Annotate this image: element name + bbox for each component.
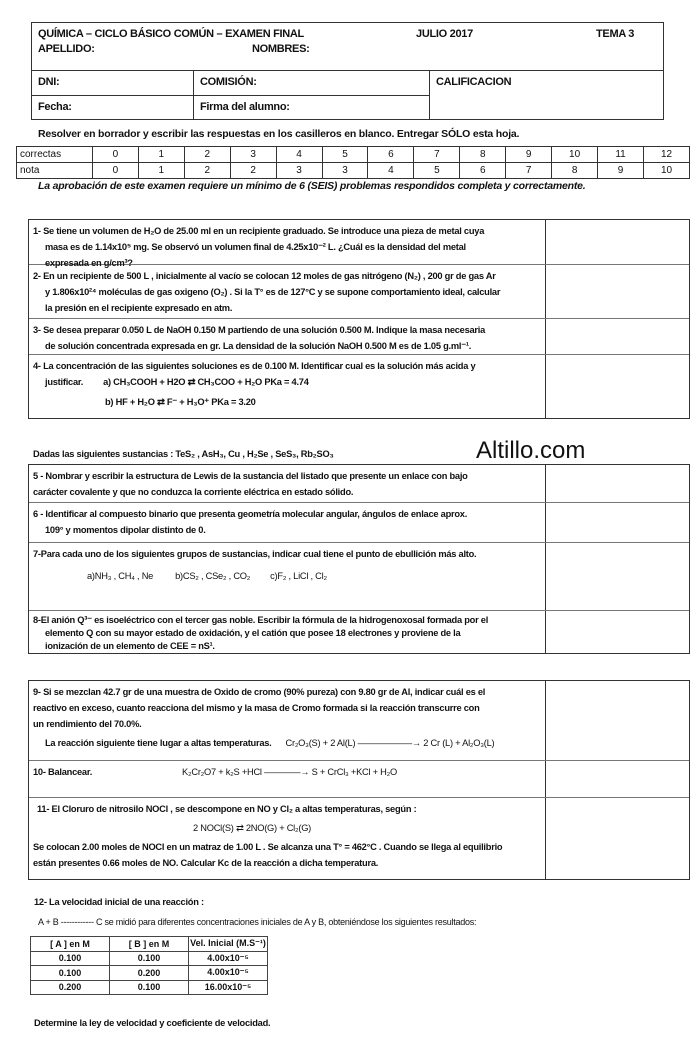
q-text: la presión en el recipiente expresado en atm. <box>45 303 233 313</box>
answer-box[interactable] <box>545 681 689 760</box>
score-cell: 10 <box>552 147 598 163</box>
score-cell: 1 <box>138 147 184 163</box>
q-text: 11- El Cloruro de nitrosilo NOCl , se descompone en NO y Cl₂ a altas temperaturas, según : <box>37 804 417 814</box>
q-text: ionización de un elemento de CEE = nS¹. <box>45 641 215 651</box>
q-text: de solución concentrada expresada en gr. La densidad de la solución NaOH 0.500 M es de 1.05 g.ml⁻¹. <box>45 341 472 351</box>
score-cell: 0 <box>92 147 138 163</box>
q-text: un rendimiento del 70.0%. <box>33 719 142 729</box>
table-row <box>31 951 268 966</box>
answer-box[interactable] <box>545 319 689 354</box>
exam-header <box>31 22 664 120</box>
q-text: y 1.806x10²⁴ moléculas de gas oxigeno (O₂) . Si la T° es de 127°C y se supone comportamiento ideal, calcular <box>45 287 501 297</box>
answer-box[interactable] <box>545 265 689 318</box>
score-cell: 3 <box>230 147 276 163</box>
exam-date: JULIO 2017 <box>416 28 473 40</box>
question-7 <box>29 543 689 611</box>
q12-instruction: Determine la ley de velocidad y coeficiente de velocidad. <box>34 1018 271 1028</box>
q-text: 9- Si se mezclan 42.7 gr de una muestra de Oxido de cromo (90% pureza) con 9.80 gr de Al, indicar cuál es el <box>33 687 486 697</box>
score-cell: 1 <box>138 163 184 179</box>
question-8 <box>29 611 689 653</box>
answer-box[interactable] <box>545 220 689 264</box>
nombres-label: NOMBRES: <box>252 43 310 55</box>
instructions: Resolver en borrador y escribir las respuestas en los casilleros en blanco. Entregar SÓLO esta hoja. <box>38 128 520 140</box>
q-text: 6 - Identificar al compuesto binario que presenta geometría molecular angular, ángulos de enlace aprox. <box>33 509 468 519</box>
column-header: [ A ] en M <box>31 937 110 952</box>
score-cell: 8 <box>552 163 598 179</box>
equation-b: b) HF + H₂O ⇄ F⁻ + H₃O⁺ PKa = 3.20 <box>105 397 256 407</box>
cell: 0.100 <box>110 980 189 995</box>
score-cell: 6 <box>460 163 506 179</box>
question-2 <box>29 265 689 319</box>
q-text: 10- Balancear. <box>33 767 93 777</box>
cell: 0.100 <box>110 951 189 966</box>
answer-box[interactable] <box>545 355 689 418</box>
equation: 2 NOCl(S) ⇄ 2NO(G) + Cl₂(G) <box>193 823 312 833</box>
question-11 <box>29 798 689 879</box>
q12-reaction: A + B ------------ C se midió para diferentes concentraciones iniciales de A y B, obteniéndose los siguientes resultados: <box>38 917 477 927</box>
question-1 <box>29 220 689 268</box>
rate-table <box>30 936 268 995</box>
column-header: Vel. Inicial (M.S⁻¹) <box>189 937 268 952</box>
q-text: 109° y momentos dipolar distinto de 0. <box>45 525 206 535</box>
cell: 0.100 <box>31 966 110 981</box>
questions-block-1 <box>28 219 690 419</box>
option-a: a)NH₃ , CH₄ , Ne <box>87 571 154 581</box>
score-cell: 9 <box>598 163 644 179</box>
row-label: nota <box>17 163 93 179</box>
column-header: [ B ] en M <box>110 937 189 952</box>
divider <box>32 95 429 96</box>
substances-intro: Dadas las siguientes sustancias : TeS₂ , AsH₃, Cu , H₂Se , SeS₃, Rb₂SO₃ <box>33 449 334 459</box>
q-text: 1- Se tiene un volumen de H₂O de 25.00 ml en un recipiente graduado. Se introduce una pieza de metal cuya <box>33 226 485 236</box>
table-header-row <box>31 937 268 952</box>
fecha-field[interactable]: Fecha: <box>38 101 72 113</box>
cell: 4.00x10⁻⁵ <box>189 966 268 981</box>
row-label: correctas <box>17 147 93 163</box>
score-cell: 11 <box>598 147 644 163</box>
question-3 <box>29 319 689 355</box>
table-row <box>31 980 268 995</box>
q-text: 2- En un recipiente de 500 L , inicialmente al vacío se colocan 12 moles de gas nitrógeno (N₂) , 200 gr de gas Ar <box>33 271 496 281</box>
answer-box[interactable] <box>545 798 689 879</box>
cell: 16.00x10⁻⁵ <box>189 980 268 995</box>
answer-box[interactable] <box>545 611 689 653</box>
score-cell: 7 <box>414 147 460 163</box>
equation: Cr₂O₃(S) + 2 Al(L) ——————→ 2 Cr (L) + Al₂O₃(L) <box>285 738 495 748</box>
q-text: justificar. <box>45 377 84 387</box>
score-cell: 5 <box>414 163 460 179</box>
score-table <box>16 146 690 179</box>
score-cell: 2 <box>230 163 276 179</box>
q-text: 7-Para cada uno de los siguientes grupos de sustancias, indicar cual tiene el punto de ebullición más alto. <box>33 549 477 559</box>
exam-title: QUÍMICA – CICLO BÁSICO COMÚN – EXAMEN FINAL <box>38 28 304 40</box>
dni-field[interactable]: DNI: <box>38 76 60 88</box>
score-cell: 6 <box>368 147 414 163</box>
equation: K₂Cr₂O7 + k₂S +HCl ————→ S + CrCl₃ +KCl + H₂O <box>182 767 397 777</box>
question-6 <box>29 503 689 543</box>
question-12: 12- La velocidad inicial de una reacción : <box>34 897 204 907</box>
q-text: 8-El anión Q³⁻ es isoeléctrico con el tercer gas noble. Escribir la fórmula de la hidrogenoxosal formada por el <box>33 615 489 625</box>
answer-box[interactable] <box>545 761 689 797</box>
question-9 <box>29 681 689 761</box>
q-text: 4- La concentración de las siguientes soluciones es de 0.100 M. Identificar cual es la solución más acida y <box>33 361 476 371</box>
q-text: elemento Q con su mayor estado de oxidación, y el catión que posee 18 electrones y proviene de la <box>45 628 461 638</box>
answer-box[interactable] <box>545 503 689 542</box>
firma-field[interactable]: Firma del alumno: <box>200 101 290 113</box>
score-cell: 4 <box>368 163 414 179</box>
q-text: masa es de 1.14x10⁵ mg. Se observó un volumen final de 4.25x10⁻² L. ¿Cuál es la densidad del metal <box>45 242 466 252</box>
cell: 0.200 <box>31 980 110 995</box>
cell: 4.00x10⁻⁵ <box>189 951 268 966</box>
answer-box[interactable] <box>545 543 689 610</box>
exam-tema: TEMA 3 <box>596 28 635 40</box>
calificacion-field: CALIFICACION <box>436 76 512 88</box>
apellido-label: APELLIDO: <box>38 43 95 55</box>
watermark: Altillo.com <box>476 437 586 464</box>
option-b: b)CS₂ , CSe₂ , CO₂ <box>175 571 251 581</box>
question-5 <box>29 465 689 503</box>
answer-box[interactable] <box>545 465 689 502</box>
score-cell: 2 <box>184 163 230 179</box>
q-text: reactivo en exceso, cuanto reacciona del mismo y la masa de Cromo formada si la reacción transcurre con <box>33 703 480 713</box>
approval-note: La aprobación de este examen requiere un mínimo de 6 (SEIS) problemas respondidos completa y correctamente. <box>38 180 586 192</box>
q-text: Se colocan 2.00 moles de NOCl en un matraz de 1.00 L . Se alcanza una T° = 462°C . Cuando se llega al equilibrio <box>33 842 503 852</box>
option-c: c)F₂ , LiCl , Cl₂ <box>270 571 327 581</box>
q-text: están presentes 0.66 moles de NO. Calcular Kc de la reacción a dicha temperatura. <box>33 858 379 868</box>
questions-block-3 <box>28 680 690 880</box>
divider <box>32 70 663 71</box>
cell: 0.200 <box>110 966 189 981</box>
comision-field[interactable]: COMISIÓN: <box>200 76 257 88</box>
q-text: La reacción siguiente tiene lugar a altas temperaturas. <box>45 738 272 748</box>
q-text: 5 - Nombrar y escribir la estructura de Lewis de la sustancia del listado que presente un enlace con bajo <box>33 471 468 481</box>
score-cell: 4 <box>276 147 322 163</box>
score-cell: 0 <box>92 163 138 179</box>
score-cell: 9 <box>506 147 552 163</box>
question-10 <box>29 761 689 798</box>
score-cell: 12 <box>644 147 690 163</box>
divider <box>193 70 194 119</box>
equation-a: a) CH₃COOH + H2O ⇄ CH₃COO + H₂O PKa = 4.74 <box>103 377 309 387</box>
score-cell: 2 <box>184 147 230 163</box>
cell: 0.100 <box>31 951 110 966</box>
table-row <box>17 147 690 163</box>
q-text: expresada en g/cm³? <box>45 258 133 268</box>
score-cell: 8 <box>460 147 506 163</box>
q-text: carácter covalente y que no conduzca la corriente eléctrica en estado sólido. <box>33 487 354 497</box>
q-text: 3- Se desea preparar 0.050 L de NaOH 0.150 M partiendo de una solución 0.500 M. Indique la masa necesaria <box>33 325 486 335</box>
table-row <box>31 966 268 981</box>
score-cell: 10 <box>644 163 690 179</box>
table-row <box>17 163 690 179</box>
score-cell: 7 <box>506 163 552 179</box>
score-cell: 3 <box>322 163 368 179</box>
questions-block-2 <box>28 464 690 654</box>
question-4 <box>29 355 689 418</box>
score-cell: 5 <box>322 147 368 163</box>
divider <box>429 70 430 119</box>
score-cell: 3 <box>276 163 322 179</box>
